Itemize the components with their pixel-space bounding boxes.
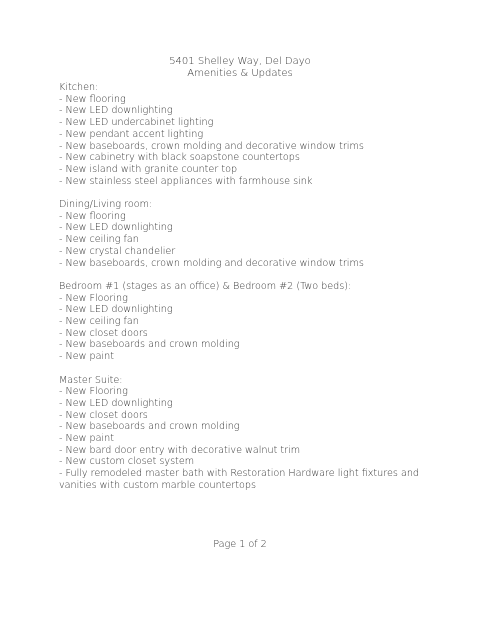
list-item: - New crystal chandelier (59, 245, 176, 257)
list-item: - New ceiling fan (59, 234, 139, 246)
section-bedrooms (59, 281, 429, 363)
list-item: - New LED undercabinet lighting (59, 117, 214, 129)
section-kitchen (59, 82, 429, 187)
section-heading: Bedroom #1 (stages as an office) & Bedroom #2 (Two beds): (59, 280, 352, 292)
list-item: - New custom closet system (59, 456, 195, 468)
list-item: - New LED downlighting (59, 222, 173, 234)
property-address: 5401 Shelley Way, Del Dayo (169, 56, 311, 67)
document-title: Amenities & Updates (187, 68, 293, 80)
list-item: - New baseboards, crown molding and decorative window trims (59, 257, 364, 269)
list-item: - New paint (59, 351, 114, 363)
list-item: - New ceiling fan (59, 316, 139, 328)
list-item: - New bard door entry with decorative walnut trim (59, 444, 301, 456)
list-item: - New flooring (59, 210, 126, 222)
list-item: - New stainless steel appliances with farmhouse sink (59, 175, 313, 187)
list-item: - New LED downlighting (59, 397, 173, 409)
list-item: - New cabinetry with black soapstone countertops (59, 152, 300, 164)
list-item: - New baseboards, crown molding and decorative window trims (59, 140, 364, 152)
list-item: - New baseboards and crown molding (59, 339, 240, 351)
list-item: - New pendant accent lighting (59, 128, 204, 140)
list-item: - New LED downlighting (59, 105, 173, 117)
section-master-suite (59, 375, 429, 492)
section-heading: Dining/Living room: (59, 199, 153, 211)
amenities-list (59, 82, 429, 503)
document-header (0, 56, 480, 81)
list-item: - Fully remodeled master bath with Restoration Hardware light fixtures and vanities with custom marble countertops (59, 468, 419, 491)
list-item: - New closet doors (59, 327, 148, 339)
list-item: - New Flooring (59, 386, 128, 398)
list-item: - New baseboards and crown molding (59, 421, 240, 433)
list-item: - New Flooring (59, 292, 128, 304)
list-item: - New flooring (59, 93, 126, 105)
list-item: - New LED downlighting (59, 304, 173, 316)
section-heading: Master Suite: (59, 374, 123, 386)
list-item: - New closet doors (59, 409, 148, 421)
section-dining-living-room (59, 199, 429, 269)
list-item: - New paint (59, 433, 114, 445)
list-item: - New island with granite counter top (59, 163, 238, 175)
section-heading: Kitchen: (59, 82, 99, 93)
page-number: Page 1 of 2 (213, 539, 267, 550)
